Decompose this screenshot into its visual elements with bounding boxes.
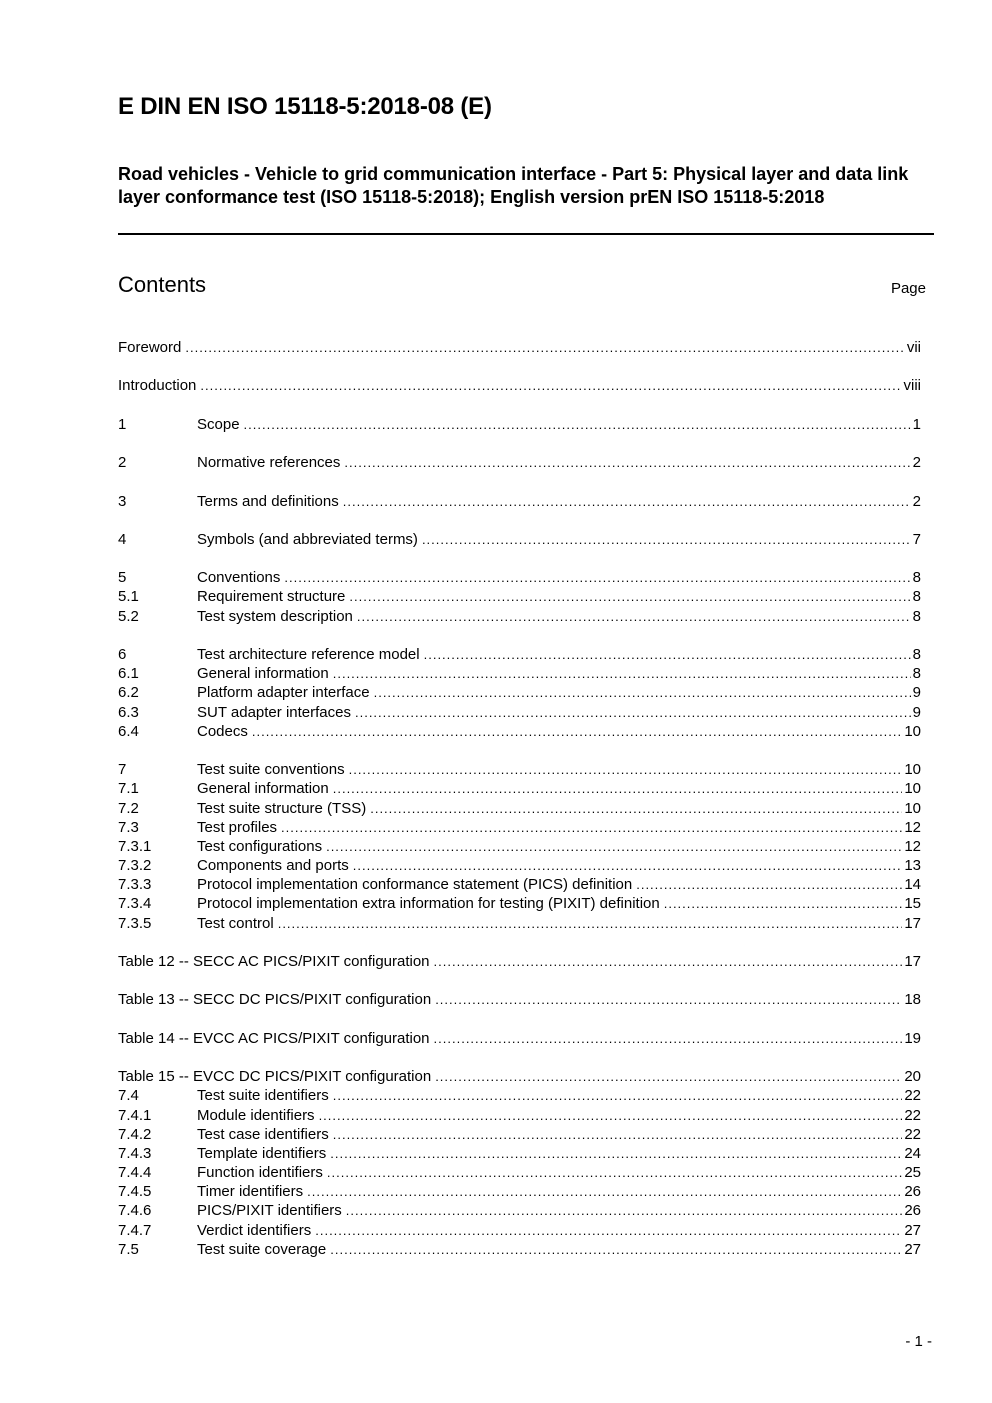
contents-heading: Contents [118, 272, 207, 297]
toc-dot-leader [244, 415, 911, 434]
toc-entry[interactable] [118, 875, 921, 894]
toc-entry-number: 6 [118, 646, 127, 663]
toc-entry-title: Conventions [197, 569, 281, 587]
toc-entry-page: 17 [904, 914, 921, 932]
toc-entry-title: Module identifiers [197, 1106, 315, 1124]
toc-entry[interactable] [118, 453, 921, 472]
toc-entry-page: 10 [904, 799, 921, 817]
toc-dot-leader [435, 1067, 902, 1086]
toc-entry-title: Platform adapter interface [197, 684, 370, 702]
toc-entry-page: 15 [904, 895, 921, 913]
toc-dot-leader [434, 952, 903, 971]
toc-dot-leader [353, 856, 903, 875]
toc-entry-title: Components and ports [197, 857, 349, 875]
toc-entry-title: Table 14 -- EVCC AC PICS/PIXIT configuration [118, 1029, 430, 1047]
toc-entry-title: Symbols (and abbreviated terms) [197, 530, 418, 548]
toc-entry-number: 7.4.7 [118, 1221, 152, 1239]
toc-entry-number: 3 [118, 492, 127, 510]
toc-dot-leader [281, 818, 902, 837]
toc-entry-title: Scope [197, 415, 240, 433]
toc-entry-page: 10 [904, 761, 921, 779]
toc-dot-leader [344, 453, 910, 472]
toc-entry-number: 4 [118, 530, 127, 548]
toc-entry-title: SUT adapter interfaces [197, 703, 351, 721]
toc-dot-leader [349, 760, 903, 779]
toc-dot-leader [357, 607, 911, 626]
toc-entry-page: 1 [912, 415, 921, 433]
toc-entry-title: Introduction [118, 377, 197, 395]
toc-entry-title: Verdict identifiers [197, 1221, 312, 1239]
toc-entry-number: 7.4 [118, 1087, 139, 1105]
toc-entry-page: 26 [904, 1183, 921, 1201]
toc-dot-leader [284, 568, 910, 587]
toc-entry-page: 8 [912, 646, 921, 663]
toc-entry-title: Table 12 -- SECC AC PICS/PIXIT configuration [118, 953, 430, 970]
toc-entry-number: 6.4 [118, 722, 139, 740]
toc-entry-number: 7.4.2 [118, 1125, 152, 1143]
toc-entry-title: Test suite coverage [197, 1240, 327, 1258]
toc-entry-page: 22 [904, 1106, 921, 1124]
title-divider [118, 233, 934, 235]
toc-entry-title: General information [197, 780, 329, 798]
toc-entry-page: 17 [904, 953, 921, 970]
toc-dot-leader [434, 1029, 903, 1048]
toc-entry[interactable] [118, 530, 921, 549]
toc-entry[interactable] [118, 722, 921, 741]
toc-entry-page: 10 [904, 780, 921, 798]
footer-page-number: - 1 - [905, 1333, 932, 1350]
toc-entry-page: 8 [912, 665, 921, 683]
toc-entry[interactable] [118, 818, 921, 837]
toc-entry-title: PICS/PIXIT identifiers [197, 1202, 342, 1220]
toc-dot-leader [315, 1221, 902, 1240]
toc-entry[interactable] [118, 1144, 921, 1163]
toc-entry-title: Requirement structure [197, 588, 346, 606]
toc-dot-leader [346, 1201, 903, 1220]
toc-dot-leader [252, 722, 902, 741]
toc-entry-title: Table 13 -- SECC DC PICS/PIXIT configuration [118, 991, 432, 1009]
toc-entry-title: Test control [197, 914, 274, 932]
toc-entry-page: 7 [912, 530, 921, 548]
toc-entry-title: Table 15 -- EVCC DC PICS/PIXIT configuration [118, 1068, 432, 1086]
toc-entry[interactable] [118, 1106, 921, 1125]
toc-dot-leader [355, 703, 911, 722]
toc-entry-title: Test profiles [197, 818, 278, 836]
toc-entry-page: vii [906, 339, 921, 356]
toc-entry-title: General information [197, 665, 329, 683]
toc-entry[interactable] [118, 1125, 921, 1144]
toc-entry-number: 7.3.1 [118, 837, 152, 855]
toc-entry[interactable] [118, 1201, 921, 1220]
toc-entry-number: 7.3.2 [118, 857, 152, 875]
toc-entry-title: Protocol implementation conformance statement (PICS) definition [197, 876, 633, 894]
toc-entry[interactable] [118, 779, 921, 798]
toc-entry-number: 7.5 [118, 1240, 139, 1258]
toc-entry[interactable] [118, 1240, 921, 1259]
toc-entry[interactable] [118, 376, 921, 395]
toc-entry[interactable] [118, 894, 921, 913]
toc-entry[interactable] [118, 760, 921, 779]
toc-entry[interactable] [118, 607, 921, 626]
toc-dot-leader [424, 645, 911, 664]
toc-entry-title: Test configurations [197, 837, 323, 855]
toc-entry-number: 7.4.4 [118, 1164, 152, 1182]
toc-dot-leader [185, 338, 904, 357]
toc-entry-page: 26 [904, 1202, 921, 1220]
toc-entry-page: 18 [904, 991, 921, 1009]
toc-entry-page: 22 [904, 1087, 921, 1105]
toc-entry[interactable] [118, 952, 921, 971]
toc-entry[interactable] [118, 587, 921, 606]
toc-entry[interactable] [118, 664, 921, 683]
toc-entry-title: Test suite structure (TSS) [197, 799, 367, 817]
toc-dot-leader [333, 779, 903, 798]
toc-entry[interactable] [118, 1029, 921, 1048]
toc-entry-number: 7.2 [118, 799, 139, 817]
toc-entry-number: 7.4.6 [118, 1202, 152, 1220]
toc-dot-leader [278, 914, 903, 933]
toc-entry-page: 27 [904, 1221, 921, 1239]
toc-entry-page: 9 [912, 684, 921, 702]
toc-dot-leader [664, 894, 903, 913]
toc-entry-page: 8 [912, 569, 921, 587]
toc-entry-title: Test case identifiers [197, 1125, 329, 1143]
toc-entry-page: 19 [904, 1029, 921, 1047]
toc-entry-number: 5 [118, 569, 127, 587]
toc-entry-number: 7.4.3 [118, 1144, 152, 1162]
toc-entry-page: 22 [904, 1125, 921, 1143]
toc-entry-title: Foreword [118, 339, 182, 356]
toc-dot-leader [200, 376, 901, 395]
toc-entry[interactable] [118, 645, 921, 664]
toc-entry[interactable] [118, 837, 921, 856]
toc-entry-page: 9 [912, 703, 921, 721]
toc-entry[interactable] [118, 415, 921, 434]
toc-dot-leader [374, 683, 911, 702]
toc-dot-leader [343, 492, 911, 511]
toc-entry[interactable] [118, 914, 921, 933]
toc-entry-title: Function identifiers [197, 1164, 323, 1182]
toc-entry-number: 7.3 [118, 818, 139, 836]
toc-entry-page: 8 [912, 588, 921, 606]
toc-entry-title: Timer identifiers [197, 1183, 304, 1201]
toc-entry-number: 7.1 [118, 780, 139, 798]
toc-entry-number: 6.1 [118, 665, 139, 683]
toc-entry-number: 7.3.4 [118, 895, 152, 913]
toc-entry[interactable] [118, 1067, 921, 1086]
toc-entry-number: 5.1 [118, 588, 139, 606]
toc-entry-number: 7.3.3 [118, 876, 152, 894]
toc-dot-leader [307, 1182, 902, 1201]
toc-entry[interactable] [118, 1086, 921, 1105]
toc-entry-page: 24 [904, 1144, 921, 1162]
toc-entry-title: Test system description [197, 607, 353, 625]
toc-entry-number: 7 [118, 761, 127, 779]
toc-dot-leader [330, 1240, 902, 1259]
toc-entry-page: 2 [912, 492, 921, 510]
toc-entry-title: Terms and definitions [197, 492, 339, 510]
toc-entry-title: Test architecture reference model [197, 646, 420, 663]
toc-dot-leader [326, 837, 902, 856]
toc-entry-number: 7.3.5 [118, 914, 152, 932]
toc-entry-number: 7.4.5 [118, 1183, 152, 1201]
toc-entry[interactable] [118, 1182, 921, 1201]
toc-entry-number: 2 [118, 454, 127, 472]
toc-dot-leader [349, 587, 910, 606]
toc-entry[interactable] [118, 856, 921, 875]
toc-entry-title: Protocol implementation extra information for testing (PIXIT) definition [197, 895, 660, 913]
toc-entry-number: 5.2 [118, 607, 139, 625]
toc-dot-leader [422, 530, 911, 549]
document-title: Road vehicles - Vehicle to grid communication interface - Part 5: Physical layer and data link layer conformance test (ISO 15118-5:2018); English version prEN ISO 15118-5:2018 [118, 164, 909, 207]
toc-entry-page: 12 [904, 837, 921, 855]
toc-entry[interactable] [118, 1221, 921, 1240]
toc-entry[interactable] [118, 338, 921, 357]
toc-entry-page: 20 [904, 1068, 921, 1086]
toc-entry[interactable] [118, 568, 921, 587]
toc-entry-title: Template identifiers [197, 1144, 327, 1162]
toc-entry-title: Codecs [197, 722, 248, 740]
toc-dot-leader [636, 875, 902, 894]
toc-entry[interactable] [118, 799, 921, 818]
toc-dot-leader [370, 799, 902, 818]
toc-entry-page: 2 [912, 454, 921, 472]
toc-entry-number: 1 [118, 415, 127, 433]
toc-dot-leader [333, 664, 911, 683]
toc-entry[interactable] [118, 990, 921, 1009]
toc-entry[interactable] [118, 1163, 921, 1182]
table-of-contents [118, 338, 921, 1259]
toc-entry-number: 6.3 [118, 703, 139, 721]
toc-entry-page: 25 [904, 1164, 921, 1182]
toc-entry-number: 7.4.1 [118, 1106, 152, 1124]
toc-entry-number: 6.2 [118, 684, 139, 702]
toc-entry-page: 8 [912, 607, 921, 625]
toc-entry[interactable] [118, 703, 921, 722]
toc-entry[interactable] [118, 492, 921, 511]
toc-dot-leader [330, 1144, 902, 1163]
toc-entry-title: Normative references [197, 454, 341, 472]
toc-entry-page: 14 [904, 876, 921, 894]
toc-dot-leader [333, 1125, 903, 1144]
toc-dot-leader [327, 1163, 902, 1182]
toc-dot-leader [435, 990, 902, 1009]
toc-entry-page: viii [903, 377, 921, 395]
toc-entry-title: Test suite identifiers [197, 1087, 329, 1105]
document-id: E DIN EN ISO 15118-5:2018-08 (E) [118, 93, 492, 120]
toc-entry-page: 27 [904, 1240, 921, 1258]
toc-dot-leader [319, 1106, 903, 1125]
toc-entry-page: 13 [904, 857, 921, 875]
toc-entry[interactable] [118, 683, 921, 702]
toc-entry-page: 12 [904, 818, 921, 836]
toc-dot-leader [333, 1086, 903, 1105]
toc-entry-page: 10 [904, 722, 921, 740]
page-column-heading: Page [890, 280, 926, 297]
toc-entry-title: Test suite conventions [197, 761, 345, 779]
